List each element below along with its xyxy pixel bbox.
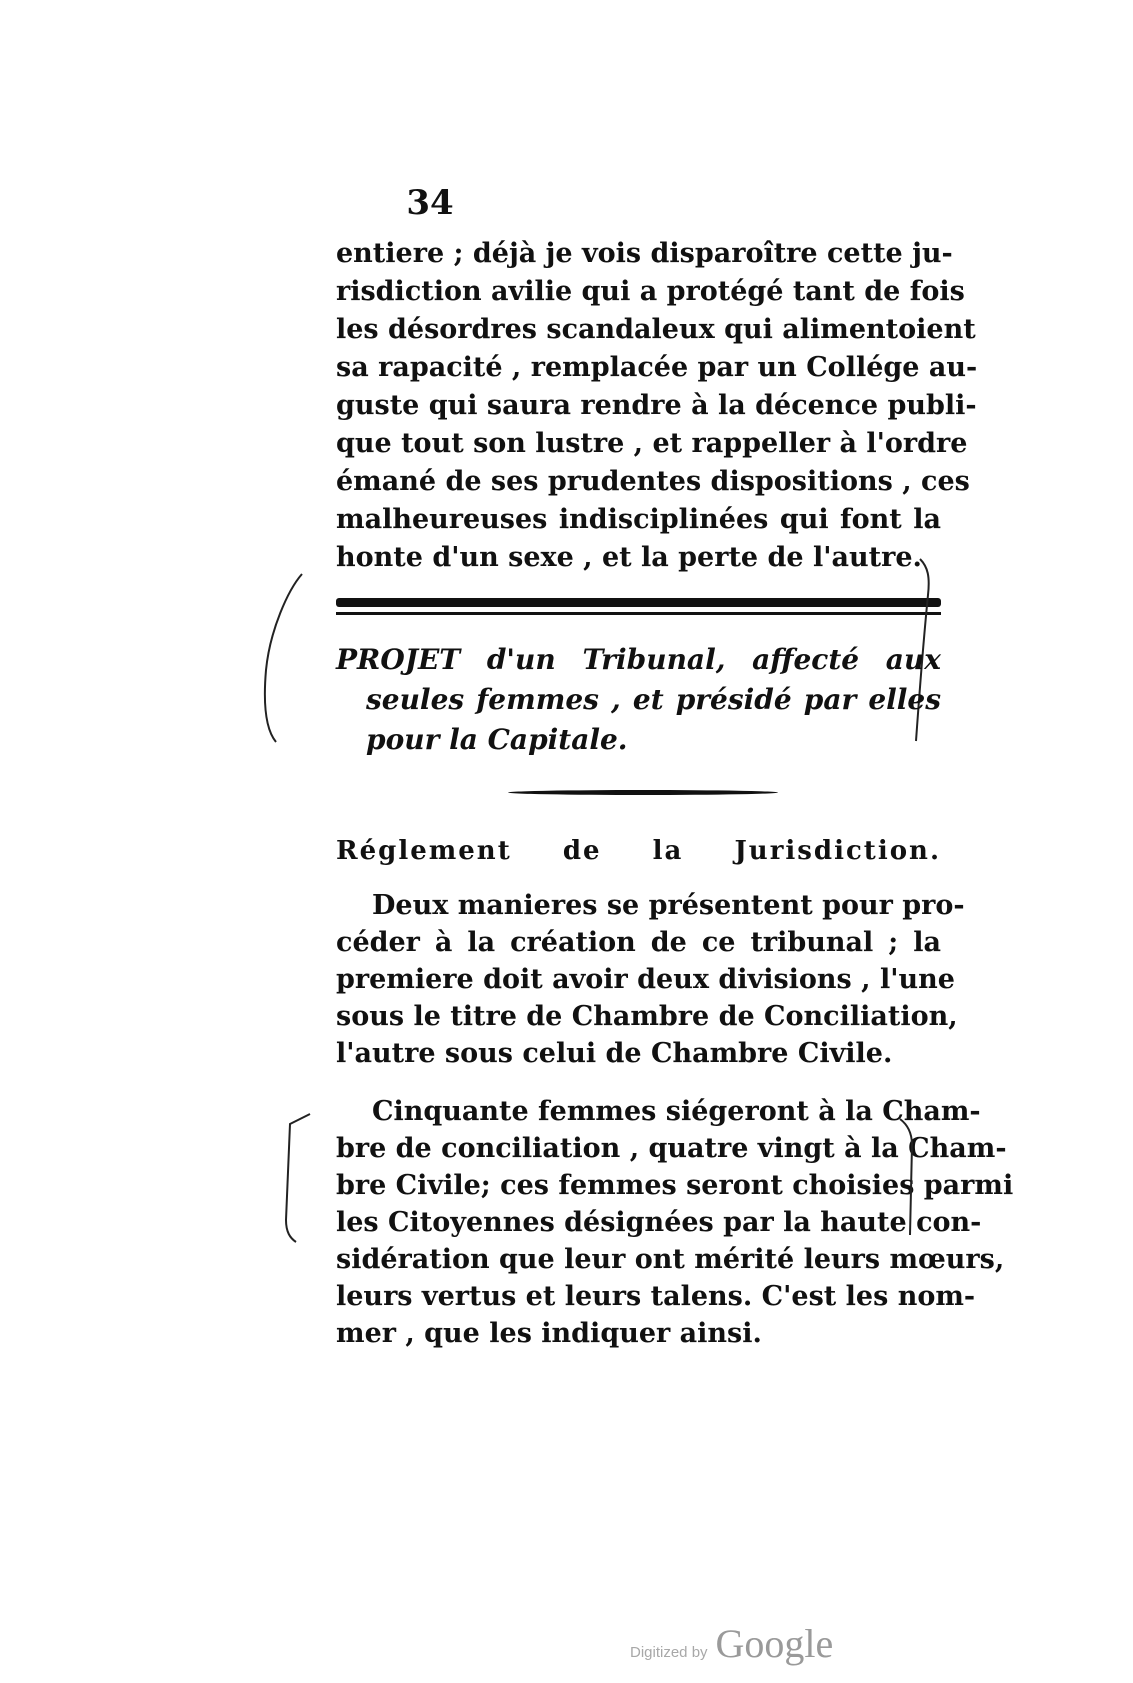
projet-title [336,640,941,760]
text-line: mer , que les indiquer ainsi. [336,1318,762,1349]
section-rule-thick [336,598,941,607]
digitized-by-label: Digitized by [630,1644,708,1661]
paragraph-2 [336,1093,1014,1352]
text-line: bre de conciliation , quatre vingt à la Cham- [336,1133,1007,1164]
page-number: 34 [406,183,454,223]
text-line: céder à la création de ce tribunal ; la [336,927,941,958]
text-line: l'autre sous celui de Chambre Civile. [336,1038,893,1069]
text-line: honte d'un sexe , et la perte de l'autre. [336,542,922,573]
intro-paragraph [336,235,978,577]
text-line: leurs vertus et leurs talens. C'est les nom- [336,1281,976,1312]
text-line: Cinquante femmes siégeront à la Cham- [372,1096,981,1127]
text-line: entiere ; déjà je vois disparoître cette ju- [336,238,953,269]
text-line: guste qui saura rendre à la décence publi- [336,390,977,421]
text-line: les Citoyennes désignées par la haute con- [336,1207,982,1238]
text-line: seules femmes , et présidé par elles [366,683,941,716]
text-line: risdiction avilie qui a protégé tant de fois [336,276,965,307]
text-line: sidération que leur ont mérité leurs mœurs, [336,1244,1005,1275]
google-wordmark: Google [715,1621,834,1666]
text-line: sous le titre de Chambre de Conciliation, [336,1001,958,1032]
text-line: émané de ses prudentes dispositions , ces [336,466,970,497]
text-line: les désordres scandaleux qui alimentoient [336,314,976,345]
section-heading: Réglement de la Jurisdiction. [336,836,941,866]
section-rule-thin [336,612,941,615]
text-line: pour la Capitale. [366,723,628,756]
text-line: PROJET d'un Tribunal, affecté aux [336,643,941,676]
text-line: bre Civile; ces femmes seront choisies parmi [336,1170,1014,1201]
text-line: Deux manieres se présentent pour pro- [372,890,965,921]
pencil-bracket-right-lower [892,1115,932,1245]
digitized-watermark [630,1620,833,1670]
paragraph-1 [336,887,965,1072]
text-line: que tout son lustre , et rappeller à l'ordre [336,428,968,459]
text-line: premiere doit avoir deux divisions , l'une [336,964,955,995]
pencil-bracket-left-lower [280,1110,320,1250]
text-line: sa rapacité , remplacée par un Collége au- [336,352,978,383]
center-ornament-rule [508,790,778,795]
text-line: malheureuses indisciplinées qui font la [336,504,941,535]
pencil-bracket-left [258,570,328,750]
